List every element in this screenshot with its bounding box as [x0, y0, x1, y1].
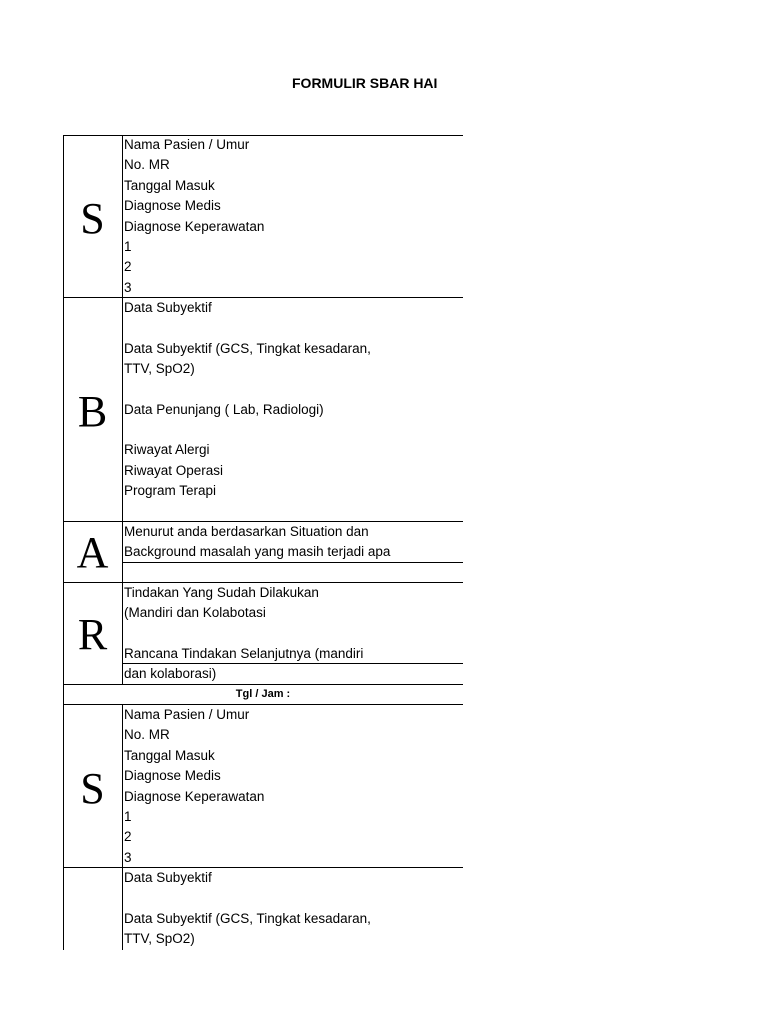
recommendation-field-3: Rancana Tindakan Selanjutnya (mandiri	[124, 646, 364, 661]
recommendation-field-1: Tindakan Yang Sudah Dilakukan	[124, 585, 319, 600]
letter-column-divider	[122, 135, 123, 685]
section-letter-a: A	[76, 528, 109, 577]
situation-field-1: Nama Pasien / Umur	[124, 137, 250, 152]
assessment-field-1: Menurut anda berdasarkan Situation dan	[124, 524, 369, 539]
assessment-field-2: Background masalah yang masih terjadi apa	[124, 544, 391, 559]
background-field-5: Riwayat Alergi	[124, 442, 210, 457]
date-time-label: Tgl / Jam :	[235, 688, 291, 700]
situation2-field-8: 3	[124, 850, 132, 865]
situation-field-2: No. MR	[124, 157, 170, 172]
recommendation-field-2: (Mandiri dan Kolabotasi	[124, 605, 266, 620]
situation2-field-4: Diagnose Medis	[124, 768, 221, 783]
background2-field-2: Data Subyektif (GCS, Tingkat kesadaran,	[124, 911, 371, 926]
section-letter-r: R	[77, 610, 108, 659]
situation-field-6: 1	[124, 239, 132, 254]
situation2-field-3: Tanggal Masuk	[124, 748, 215, 763]
recommendation-field-4: dan kolaborasi)	[124, 666, 217, 681]
situation-field-5: Diagnose Keperawatan	[124, 219, 265, 234]
section-letter-b: B	[77, 387, 108, 436]
situation-field-4: Diagnose Medis	[124, 198, 221, 213]
background-field-1: Data Subyektif	[124, 300, 212, 315]
table-top-border	[63, 135, 463, 136]
background-field-2: Data Subyektif (GCS, Tingkat kesadaran,	[124, 341, 371, 356]
situation2-field-6: 1	[124, 809, 132, 824]
situation-field-8: 3	[124, 280, 132, 295]
section-letter-s-2: S	[80, 764, 105, 813]
situation-field-3: Tanggal Masuk	[124, 178, 215, 193]
background-field-6: Riwayat Operasi	[124, 463, 224, 478]
row-divider-s-b-2	[63, 867, 463, 868]
situation2-field-7: 2	[124, 829, 132, 844]
situation2-field-1: Nama Pasien / Umur	[124, 707, 250, 722]
situation2-field-2: No. MR	[124, 727, 170, 742]
situation-field-7: 2	[124, 259, 132, 274]
background-field-7: Program Terapi	[124, 483, 217, 498]
sbar-form-table	[63, 135, 463, 950]
background2-field-3: TTV, SpO2)	[124, 931, 195, 946]
situation2-field-5: Diagnose Keperawatan	[124, 789, 265, 804]
section-letter-s: S	[80, 194, 105, 243]
form-title: FORMULIR SBAR HAI	[292, 75, 438, 91]
background-field-4: Data Penunjang ( Lab, Radiologi)	[124, 402, 324, 417]
letter-column-divider-2	[122, 705, 123, 950]
row-divider-s-b	[63, 297, 463, 298]
background-field-3: TTV, SpO2)	[124, 361, 195, 376]
row-divider-tgl-s	[63, 704, 463, 705]
row-divider-a-inner	[122, 562, 463, 563]
background2-field-1: Data Subyektif	[124, 870, 212, 885]
